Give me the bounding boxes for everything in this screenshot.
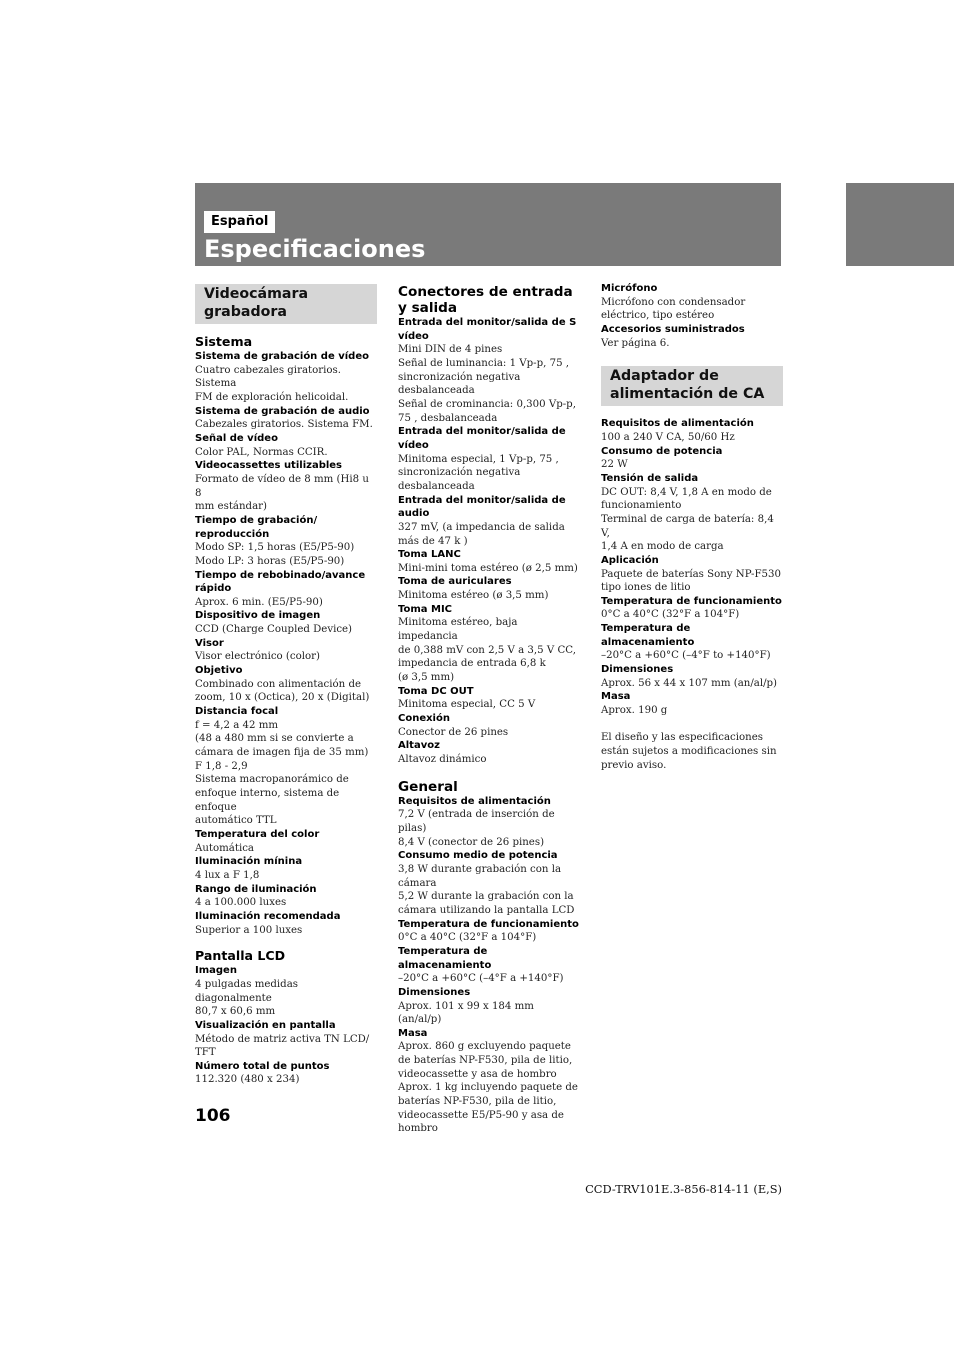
spec-item <box>195 910 377 937</box>
spec-value: Aprox. 101 x 99 x 184 mm (an/al/p) <box>398 1000 534 1026</box>
spec-value: –20°C a +60°C (–4°F a +140°F) <box>398 973 564 985</box>
section-heading-general: General <box>398 778 458 795</box>
spec-value: –20°C a +60°C (–4°F to +140°F) <box>601 650 771 662</box>
spec-label: Dispositivo de imagen <box>195 610 321 622</box>
spec-label: Requisitos de alimentación <box>601 418 754 430</box>
spec-label: Entrada del monitor/salida de S vídeo <box>398 317 577 342</box>
spec-value: Minitoma estéreo (ø 3,5 mm) <box>398 590 549 602</box>
spec-item <box>601 595 783 622</box>
spec-label: Temperatura de almacenamiento <box>601 623 695 648</box>
spec-value: Formato de vídeo de 8 mm (Hi8 u 8 mm estándar) <box>195 473 369 513</box>
spec-item <box>601 282 783 323</box>
adapter-spec-list <box>601 417 783 717</box>
spec-item <box>398 685 580 712</box>
spec-item <box>398 425 580 493</box>
spec-label: Entrada del monitor/salida de vídeo <box>398 426 566 451</box>
spec-label: Número total de puntos <box>195 1060 330 1072</box>
spec-value: 112.320 (480 x 234) <box>195 1074 300 1086</box>
spec-label: Señal de vídeo <box>195 432 278 444</box>
spec-value: DC OUT: 8,4 V, 1,8 A en modo de funcionamiento Terminal de carga de batería: 8,4 V, 1,4 A en modo de carga <box>601 486 774 553</box>
sistema-spec-list <box>195 350 377 937</box>
spec-item <box>398 316 580 425</box>
spec-item <box>398 986 580 1027</box>
spec-value: Aprox. 190 g <box>601 705 668 717</box>
side-tab <box>846 183 954 266</box>
spec-value: 4 pulgadas medidas diagonalmente 80,7 x 60,6 mm <box>195 978 299 1018</box>
spec-value: 7,2 V (entrada de inserción de pilas) 8,4 V (conector de 26 pines) <box>398 809 555 848</box>
spec-item <box>195 1019 377 1060</box>
spec-label: Sistema de grabación de audio <box>195 405 370 417</box>
spec-value: Minitoma estéreo, baja impedancia de 0,388 mV con 2,5 V a 3,5 V CC, impedancia de entrada 6,8 k (ø 3,5 mm) <box>398 617 576 684</box>
spec-label: Accesorios suministrados <box>601 323 745 335</box>
section-heading-sistema: Sistema <box>195 334 253 349</box>
spec-item <box>195 350 377 405</box>
lcd-spec-list <box>195 964 377 1087</box>
spec-value: Superior a 100 luxes <box>195 924 303 936</box>
spec-value: Minitoma especial, 1 Vp-p, 75 , sincronización negativa desbalanceada <box>398 453 559 492</box>
spec-item <box>195 664 377 705</box>
spec-value: Aprox. 56 x 44 x 107 mm (an/al/p) <box>601 677 778 689</box>
spec-item <box>195 459 377 514</box>
spec-item <box>195 883 377 910</box>
spec-value: Minitoma especial, CC 5 V <box>398 699 536 711</box>
spec-label: Toma MIC <box>398 603 453 615</box>
spec-value: f = 4,2 a 42 mm (48 a 480 mm si se convierte a cámara de imagen fija de 35 mm) F 1,8 - 2,9 Sistema macropanorámico de enfoque interno, sistema de enfoque automático TTL <box>195 719 369 827</box>
spec-label: Micrófono <box>601 283 658 294</box>
spec-item <box>195 514 377 569</box>
spec-item <box>398 795 580 850</box>
section-heading-pantalla-lcd: Pantalla LCD <box>195 948 286 964</box>
spec-item <box>398 712 580 739</box>
spec-item <box>601 445 783 472</box>
spec-label: Entrada del monitor/salida de audio <box>398 494 566 520</box>
spec-value: Aprox. 860 g excluyendo paquete de baterías NP-F530, pila de litio, videocassette y asa de hombro Aprox. 1 kg incluyendo paquete de baterías NP-F530, pila de litio, videocassette E5/P5-90 y asa de hombro <box>398 1041 578 1135</box>
spec-label: Tiempo de grabación/ reproducción <box>195 514 318 540</box>
column-2 <box>398 284 580 1136</box>
spec-item <box>398 739 580 766</box>
spec-label: Consumo de potencia <box>601 445 723 457</box>
spec-label: Iluminación mínina <box>195 856 303 868</box>
spec-value: Modo SP: 1,5 horas (E5/P5-90) Modo LP: 3 horas (E5/P5-90) <box>195 542 355 567</box>
document-code: CCD-TRV101E.3-856-814-11 (E,S) <box>585 1182 782 1196</box>
spec-item <box>601 417 783 444</box>
spec-value: Aprox. 6 min. (E5/P5-90) <box>195 596 323 608</box>
spec-label: Toma DC OUT <box>398 685 474 697</box>
spec-item <box>398 918 580 945</box>
spec-label: Masa <box>601 691 631 703</box>
spec-value: Altavoz dinámico <box>398 754 487 765</box>
spec-label: Tiempo de rebobinado/avance rápido <box>195 569 366 595</box>
spec-label: Iluminación recomendada <box>195 910 341 922</box>
camcorder-box-title: Videocámara grabadora <box>195 284 377 324</box>
spec-label: Toma de auriculares <box>398 576 512 588</box>
camcorder-extra-spec-list <box>601 282 783 350</box>
spec-item <box>195 405 377 432</box>
spec-item <box>398 575 580 602</box>
spec-item <box>195 855 377 882</box>
connectors-spec-list <box>398 316 580 767</box>
spec-item <box>195 569 377 610</box>
spec-label: Requisitos de alimentación <box>398 795 551 807</box>
spec-value: 22 W <box>601 459 628 471</box>
spec-label: Videocassettes utilizables <box>195 460 343 472</box>
spec-label: Sistema de grabación de vídeo <box>195 351 369 362</box>
spec-label: Objetivo <box>195 665 243 677</box>
spec-item <box>195 964 377 1019</box>
spec-value: Método de matriz activa TN LCD/ TFT <box>195 1033 370 1059</box>
spec-value: Mini-mini toma estéreo (ø 2,5 mm) <box>398 562 578 574</box>
column-3 <box>601 282 783 772</box>
spec-item <box>195 828 377 855</box>
spec-label: Temperatura del color <box>195 828 320 840</box>
spec-item <box>195 432 377 459</box>
spec-item <box>195 1060 377 1087</box>
spec-item <box>195 705 377 828</box>
spec-item <box>601 472 783 554</box>
spec-value: Color PAL, Normas CCIR. <box>195 446 328 458</box>
spec-value: 4 lux a F 1,8 <box>195 869 260 881</box>
spec-label: Temperatura de almacenamiento <box>398 945 492 971</box>
spec-item <box>601 554 783 595</box>
spec-item <box>601 663 783 690</box>
spec-item <box>398 849 580 917</box>
spec-item <box>601 323 783 350</box>
spec-label: Temperatura de funcionamiento <box>398 918 579 930</box>
section-heading-conectores: Conectores de entrada y salida <box>398 284 573 316</box>
spec-item <box>398 603 580 685</box>
spec-value: 0°C a 40°C (32°F a 104°F) <box>398 932 537 944</box>
spec-item <box>398 548 580 575</box>
language-label: Español <box>204 211 275 233</box>
general-spec-list <box>398 795 580 1136</box>
spec-value: Cabezales giratorios. Sistema FM. <box>195 419 373 431</box>
spec-label: Visor <box>195 637 224 649</box>
spec-label: Altavoz <box>398 740 440 752</box>
spec-label: Consumo medio de potencia <box>398 850 558 862</box>
page-title: Especificaciones <box>204 235 426 263</box>
spec-value: Automática <box>195 842 255 854</box>
spec-item <box>195 637 377 664</box>
spec-value: Visor electrónico (color) <box>195 651 320 663</box>
spec-value: Combinado con alimentación de zoom, 10 x (Octica), 20 x (Digital) <box>195 678 370 704</box>
spec-label: Rango de iluminación <box>195 883 317 895</box>
spec-value: 4 a 100.000 luxes <box>195 897 287 909</box>
design-change-note: El diseño y las especificaciones están sujetos a modificaciones sin previo aviso. <box>601 732 777 771</box>
spec-label: Aplicación <box>601 554 659 566</box>
spec-label: Tensión de salida <box>601 472 699 484</box>
spec-item <box>601 690 783 717</box>
spec-value: Cuatro cabezales giratorios. Sistema FM de exploración helicoidal. <box>195 364 349 403</box>
column-1 <box>195 284 377 1087</box>
spec-label: Dimensiones <box>601 664 674 676</box>
spec-value: CCD (Charge Coupled Device) <box>195 624 353 636</box>
spec-item <box>398 1027 580 1136</box>
spec-label: Imagen <box>195 965 237 977</box>
spec-value: 3,8 W durante grabación con la cámara 5,2 W durante la grabación con la cámara utilizando la pantalla LCD <box>398 863 575 916</box>
adapter-box-title: Adaptador de alimentación de CA <box>601 366 783 406</box>
spec-item <box>195 609 377 636</box>
spec-label: Masa <box>398 1027 428 1039</box>
spec-value: Ver página 6. <box>601 337 670 349</box>
spec-value: 327 mV, (a impedancia de salida más de 47 k ) <box>398 521 565 547</box>
spec-value: Mini DIN de 4 pines Señal de luminancia: 1 Vp-p, 75 , sincronización negativa desbalanceada Señal de crominancia: 0,300 Vp-p, 75 , desbalanceada <box>398 344 576 424</box>
spec-item <box>398 494 580 549</box>
spec-label: Distancia focal <box>195 706 279 718</box>
page-number: 106 <box>195 1106 231 1126</box>
spec-item <box>601 622 783 663</box>
spec-value: Conector de 26 pines <box>398 726 509 738</box>
spec-value: 100 a 240 V CA, 50/60 Hz <box>601 431 735 443</box>
spec-label: Dimensiones <box>398 986 471 998</box>
spec-value: Micrófono con condensador eléctrico, tipo estéreo <box>601 296 746 322</box>
spec-label: Toma LANC <box>398 549 461 561</box>
spec-item <box>398 945 580 986</box>
spec-label: Visualización en pantalla <box>195 1019 336 1031</box>
spec-label: Temperatura de funcionamiento <box>601 595 782 607</box>
spec-value: 0°C a 40°C (32°F a 104°F) <box>601 609 740 621</box>
spec-label: Conexión <box>398 713 450 725</box>
spec-value: Paquete de baterías Sony NP-F530 tipo iones de litio <box>601 568 781 594</box>
